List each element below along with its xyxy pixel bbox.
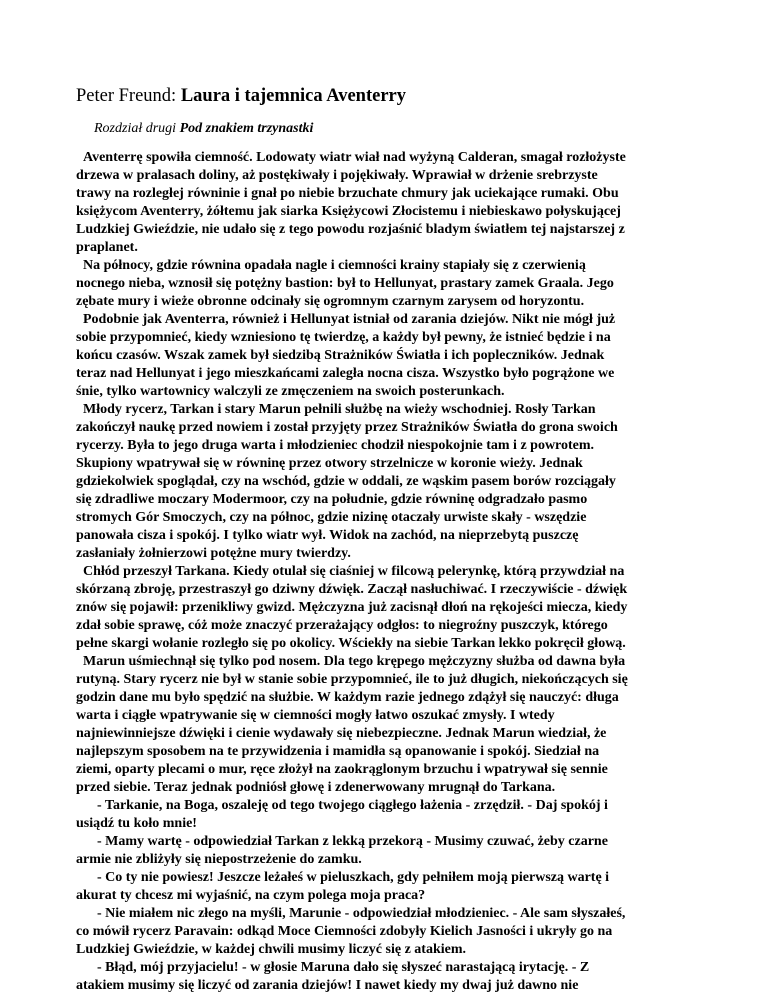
text-line: znów się pojawił: przenikliwy gwizd. Mężczyzna już zacisnął dłoń na rękojeści miecza, kiedy <box>76 600 628 615</box>
text-line: Chłód przeszył Tarkana. Kiedy otulał się ciaśniej w filcową pelerynkę, którą przywdział na <box>76 564 625 579</box>
text-line: sobie przypomnieć, kiedy wzniesiono tę twierdzę, a każdy był pewny, że istnieć będzie i na <box>76 330 611 345</box>
text-line: gdziekolwiek spoglądał, czy na wschód, gdzie w oddali, ze wąskim pasem borów rozciągały <box>76 474 616 489</box>
paragraph <box>76 149 696 257</box>
text-line: armie nie zbliżyły się niepostrzeżenie do zamku. <box>76 852 362 867</box>
text-line: Aventerrę spowiła ciemność. Lodowaty wiatr wiał nad wyżyną Calderan, smagał rozłożyste <box>76 150 626 165</box>
text-line: nocnego nieba, wznosił się potężny bastion: był to Hellunyat, prastary zamek Graala. Jego <box>76 276 614 291</box>
text-line: - Mamy wartę - odpowiedział Tarkan z lekką przekorą - Musimy czuwać, żeby czarne <box>76 834 608 849</box>
text-line: przed siebie. Teraz jednak podniósł głowę i zdenerwowany mrugnął do Tarkana. <box>76 780 556 795</box>
text-line: zdał sobie sprawę, cóż może znaczyć przerażający odgłos: to niegroźny puszczyk, którego <box>76 618 608 633</box>
text-line: godzin dane mu było spędzić na służbie. W każdym razie jednego zdążył się nauczyć: długa <box>76 690 619 705</box>
text-line: zasłaniały żołnierzowi potężne mury twierdzy. <box>76 546 351 561</box>
paragraph <box>76 311 696 401</box>
text-line: się zdradliwe moczary Modermoor, czy na południe, gdzie równinę odgradzało pasmo <box>76 492 588 507</box>
text-line: Młody rycerz, Tarkan i stary Marun pełnili służbę na wieży wschodniej. Rosły Tarkan <box>76 402 596 417</box>
paragraph <box>76 869 696 905</box>
text-line: atakiem musimy się liczyć od zarania dziejów! I nawet kiedy my dwaj już dawno nie <box>76 978 579 993</box>
body-text <box>76 149 696 995</box>
text-line: usiądź tu koło mnie! <box>76 816 197 831</box>
text-line: Ludzkiej Gwieździe, w każdej chwili musimy liczyć się z atakiem. <box>76 942 466 957</box>
text-line: Podobnie jak Aventerra, również i Hellunyat istniał od zarania dziejów. Nikt nie mógł już <box>76 312 616 327</box>
text-line: Skupiony wpatrywał się w równinę przez otwory strzelnicze w koronie wieży. Jednak <box>76 456 583 471</box>
text-line: teraz nad Hellunyat i jego mieszkańcami zaległa nocna cisza. Wszystko było pogrążone we <box>76 366 615 381</box>
text-line: Marun uśmiechnął się tylko pod nosem. Dla tego krępego mężczyzny służba od dawna była <box>76 654 626 669</box>
text-line: warta i ciągłe wpatrywanie się w ciemności mogły łatwo oszukać zmysły. I wtedy <box>76 708 555 723</box>
text-line: skórzaną zbroję, przestraszył go dziwny dźwięk. Zaczął nasłuchiwać. I rzeczywiście - dźwięk <box>76 582 628 597</box>
paragraph <box>76 563 696 653</box>
document-title <box>76 84 406 108</box>
text-line: rutyną. Stary rycerz nie był w stanie sobie przypomnieć, ile to już długich, niekończących się <box>76 672 628 687</box>
text-line: - Tarkanie, na Boga, oszaleję od tego twojego ciągłego łażenia - zrzędził. - Daj spokój i <box>76 798 608 813</box>
paragraph <box>76 833 696 869</box>
author-name: Peter Freund: <box>76 86 177 106</box>
text-line: pełne skargi wołanie rozległo się po okolicy. Wściekły na siebie Tarkan lekko pokręcił głową. <box>76 636 626 651</box>
text-line: zębate mury i wieże obronne odcinały się ogromnym czarnym zarysem od horyzontu. <box>76 294 585 309</box>
paragraph <box>76 905 696 959</box>
text-line: stromych Gór Smoczych, czy na północ, gdzie nizinę otaczały urwiste skały - wszędzie <box>76 510 587 525</box>
text-line: zakończył naukę przed nowiem i został przyjęty przez Strażników Światła do grona swoich <box>76 420 618 435</box>
paragraph <box>76 401 696 563</box>
chapter-label: Rozdział drugi <box>94 121 177 136</box>
text-line: Na północy, gdzie równina opadała nagle i ciemności krainy stapiały się z czerwienią <box>76 258 586 273</box>
text-line: końcu czasów. Wszak zamek był siedzibą Strażników Światła i ich popleczników. Jednak <box>76 348 605 363</box>
paragraph <box>76 257 696 311</box>
paragraph <box>76 653 696 797</box>
text-line: najniewinniejsze dźwięki i cienie wydawały się niebezpieczne. Jednak Marun wiedział, że <box>76 726 607 741</box>
text-line: - Błąd, mój przyjacielu! - w głosie Maruna dało się słyszeć narastającą irytację. - Z <box>76 960 590 975</box>
text-line: najlepszym sposobem na te przywidzenia i mamidła są opanowanie i spokój. Siedział na <box>76 744 600 759</box>
paragraph <box>76 959 696 995</box>
text-line: śnie, tylko wartownicy walczyli ze zmęczeniem na swoich posterunkach. <box>76 384 505 399</box>
paragraph <box>76 797 696 833</box>
text-line: praplanet. <box>76 240 138 255</box>
text-line: księżycom Aventerry, żółtemu jak siarka Księżycowi Złocistemu i niebieskawo połyskującej <box>76 204 621 219</box>
text-line: trawy na rozległej równinie i gnał po niebie brzuchate chmury jak uciekające rumaki. Obu <box>76 186 619 201</box>
text-line: ziemi, oparty plecami o mur, ręce złożył na zaokrąglonym brzuchu i wpatrywał się sennie <box>76 762 608 777</box>
text-line: Ludzkiej Gwieździe, nie udało się z tego powodu rozjaśnić bladym światłem tej najstarszej z <box>76 222 625 237</box>
text-line: co mówił rycerz Paravain: odkąd Moce Ciemności zdobyły Kielich Jasności i ukryły go na <box>76 924 613 939</box>
book-title: Laura i tajemnica Aventerry <box>180 86 407 106</box>
text-line: - Co ty nie powiesz! Jeszcze leżałeś w pieluszkach, gdy pełniłem moją pierwszą wartę i <box>76 870 610 885</box>
text-line: akurat ty chcesz mi wyjaśnić, na czym polega moja praca? <box>76 888 426 903</box>
text-line: drzewa w pralasach doliny, aż postękiwały i pojękiwały. Wprawiał w drżenie srebrzyste <box>76 168 598 183</box>
chapter-name: Pod znakiem trzynastki <box>179 121 314 136</box>
text-line: panowała cisza i spokój. I tylko wiatr wył. Widok na zachód, na nieprzebytą puszczę <box>76 528 579 543</box>
text-line: rycerzy. Była to jego druga warta i młodzieniec chodził niespokojnie tam i z powrotem. <box>76 438 595 453</box>
text-line: - Nie miałem nic złego na myśli, Marunie - odpowiedział młodzieniec. - Ale sam słyszałeś, <box>76 906 626 921</box>
chapter-heading <box>94 120 313 138</box>
